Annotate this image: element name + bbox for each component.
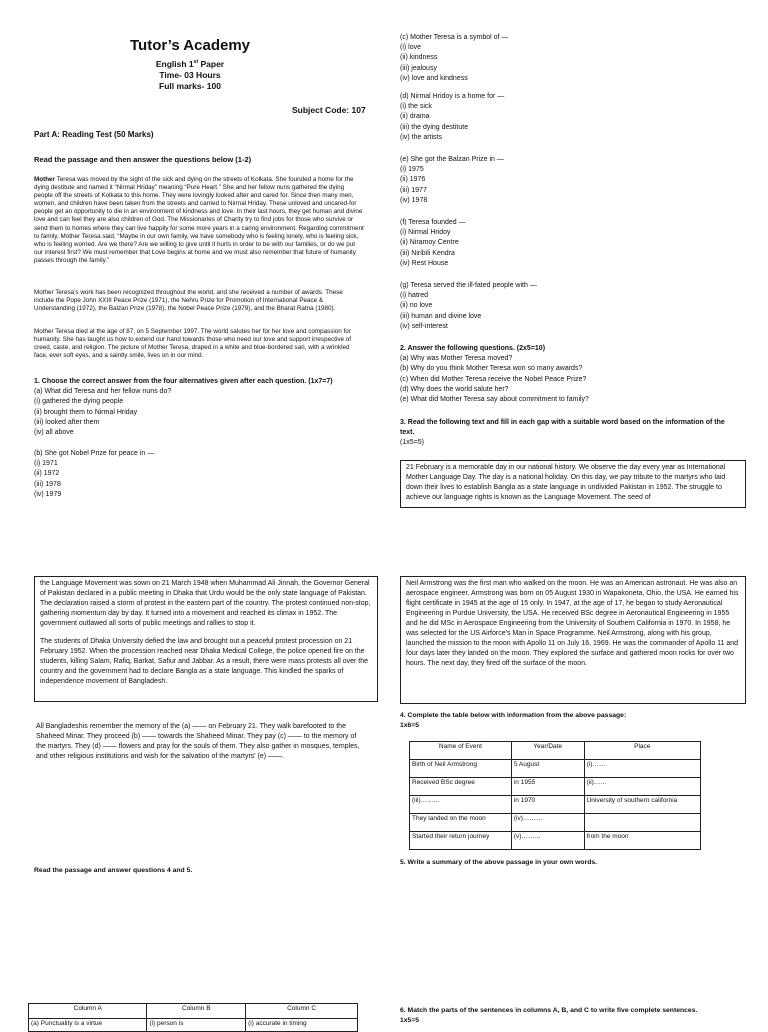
option: (iv) Rest House [400,259,449,267]
question-1c [400,33,730,84]
table-cell: (i) accurate in timing [246,1019,358,1032]
question-4-heading: 4. Complete the table below with information from the above passage: [400,712,627,719]
table-cell: (ii)…… [584,778,700,796]
question-1f [400,218,730,269]
option: (i) 1971 [34,460,58,468]
table-cell: (iv)……… [511,814,584,832]
question-4-marks: 1x6=5 [400,722,420,729]
read-passage-instruction: Read the passage and answer questions 4 and 5. [34,867,193,874]
option: (i) hatred [400,292,429,300]
question-1a-stem: (a) What did Teresa and her fellow nuns do? [34,388,172,396]
table-row [410,778,701,796]
question-3-marks: (1x5=5) [400,439,424,447]
language-movement-text-box: 21 February is a memorable day in our national history. We observe the day every year as International Mother Language Day. The day is a national holiday. On this day, we pay tribute to the martyrs who laid down their lives to establish Bangla as a state language in undivided Pakistan in 1952. The struggle to achieve our language rights is known as the Language Movement. The seed of [400,460,746,508]
option: (iv) 1979 [34,490,62,498]
question-1-heading: 1. Choose the correct answer from the four alternatives given after each question. (1x7=7) [34,378,333,385]
passage-paragraph-2: Mother Teresa’s work has been recognized throughout the world, and she received a number of awards. These include the Pope John XXIII Peace Prize (1971), the Nehru Prize for Promotion of International Peace & Understanding (1972), the Balzan Prize (1978), the Nobel Peace Prize (1979), and the Bharat Ratna (1980). [34,289,343,313]
question-1d [400,92,730,143]
table-cell: from the moon [584,832,700,850]
option: (ii) kindness [400,54,438,62]
table-cell: Received BSc degree [410,778,512,796]
option: (i) the sick [400,103,432,111]
table-row [410,796,701,814]
table-cell: in 1970 [511,796,584,814]
table-cell: 5 August [511,760,584,778]
column-header: Column B [147,1004,246,1019]
option: (iv) self-interest [400,322,448,330]
column-header: Column A [29,1004,147,1019]
table-cell: in 1955 [511,778,584,796]
question-1d-stem: (d) Nirmal Hridoy is a home for — [400,93,505,100]
table-cell: (a) Punctuality is a virtue [29,1019,147,1032]
question-5-heading: 5. Write a summary of the above passage in your own words. [400,859,598,866]
table-cell: (i) person is [147,1019,246,1032]
question-1 [34,377,379,438]
option: (ii) 1972 [34,470,60,478]
option: (i) gathered the dying people [34,398,124,406]
document-header [100,36,280,92]
table-cell: Birth of Neil Armstrong [410,760,512,778]
question-1g-stem: (g) Teresa served the ill-fated people with — [400,282,537,289]
full-marks: Full marks- 100 [159,80,221,91]
question-item: (e) What did Mother Teresa say about commitment to family? [400,396,589,404]
option: (iv) all above [34,429,74,437]
option: (iii) jealousy [400,64,437,72]
question-1b [34,449,334,500]
fill-in-the-gaps-text: All Bangladeshis remember the memory of the (a) —— on February 21. They walk barefooted to the Shaheed Minar. They proceed (b) —— towards the Shaheed Minar. They pay (c) —— to the memory of the martyrs. They (d) —— flowers and pray for the souls of them. They also gather in mosques, temples, and other religious institutions and wish for the salvation of the martyrs' (e) ——. [36,723,360,760]
option: (i) Nirmal Hridoy [400,229,451,237]
column-header: Year/Date [511,742,584,760]
table-cell: (v)……… [511,832,584,850]
option: (iii) Niribili Kendra [400,249,455,257]
option: (ii) no love [400,302,433,310]
table-cell: They landed on the moon [410,814,512,832]
option: (iii) the dying destitute [400,123,469,131]
question-1e [400,155,730,206]
table-row [29,1019,358,1032]
column-header: Column C [246,1004,358,1019]
question-1g [400,281,730,332]
question-1b-stem: (b) She got Nobel Prize for peace in — [34,450,155,457]
table-cell [584,814,700,832]
passage-paragraph-3: Mother Teresa died at the age of 87, on 5 September 1997. The world salutes her for her love and compassion for humanity. She has taught us how to extend our hand towards those who need our love and support irrespective of creed, caste, and religion. The picture of Mother Teresa, draped in a white and blue-bordered sari, with a wrinkled face, ever soft eyes, and a saintly smile, lives on in our mind. [34,328,352,360]
question-2 [400,344,750,405]
option: (iv) 1978 [400,196,428,204]
question-1c-stem: (c) Mother Teresa is a symbol of — [400,34,509,41]
question-3 [400,418,740,449]
question-6-heading: 6. Match the parts of the sentences in columns A, B, and C to write five complete sentences. [400,1007,698,1014]
question-6-marks: 1x5=5 [400,1017,420,1024]
table-cell: University of southern california [584,796,700,814]
language-movement-text-box-continued [34,576,378,702]
option: (iv) love and kindness [400,74,468,82]
question-item: (a) Why was Mother Teresa moved? [400,355,513,363]
armstrong-passage-box: Neil Armstrong was the first man who walked on the moon. He was an American astronaut. He was also an aerospace engineer. Armstrong was born on 05 August 1930 in Wapakoneta, Ohio, the USA. He earned his flight certificate in 1945 at the age of 15 only. In 1947, at the age of 17, he began to study Aeronautical Engineering in Purdue University, the USA. He received BSc degree in Aeronautical Engineering in 1955 and he did MSc in Aerospace Engineering from the University of Southern California in 1970. In 1958, he was selected for the US Airforce’s Man in Space Programme. Neil Armstrong, along with his group, launched the mission to the moon with Apollo 11 on July 16, 1969. He was the commander of Apollo 11 and four days later they landed on the moon. They explored the surface and gathered moon rocks for over two hours. The next day, they fired off the surface of the moon. [400,576,746,704]
text-paragraph: the Language Movement was sown on 21 March 1948 when Muhammad Ali Jinnah, the Governor General of Pakistan declared in a public meeting in Dhaka that Urdu would be the only state language of Pakistan. The declaration raised a storm of protest in the eastern part of the country. The protest continued non-stop, gathering momentum day by day. It turned into a movement and reached its climax in 1952. The government outlawed all sorts of public meetings and rallies to stop it. [40,580,371,627]
option: (i) 1975 [400,166,424,174]
table-row [410,760,701,778]
question-1e-stem: (e) She got the Balzan Prize in — [400,156,504,163]
option: (iii) 1977 [400,186,427,194]
table-header-row [29,1004,358,1019]
option: (ii) Niramoy Centre [400,239,459,247]
option: (ii) brought them to Nirmal Hriday [34,408,138,416]
table-row [410,832,701,850]
subject-code: Subject Code: 107 [292,105,366,115]
event-table [409,741,701,850]
reading-instruction: Read the passage and then answer the questions below (1-2) [34,155,252,164]
question-item: (b) Why do you think Mother Teresa won so many awards? [400,365,583,373]
exam-time: Time- 03 Hours [159,69,221,80]
table-cell: Started their return journey [410,832,512,850]
column-header: Name of Event [410,742,512,760]
question-1f-stem: (f) Teresa founded — [400,219,466,226]
question-item: (c) When did Mother Teresa receive the Nobel Peace Prize? [400,375,587,383]
question-2-heading: 2. Answer the following questions. (2x5=10) [400,345,546,352]
part-a-heading: Part A: Reading Test (50 Marks) [34,130,154,139]
column-header: Place [584,742,700,760]
option: (iv) the artists [400,133,443,141]
table-cell: (iii)……… [410,796,512,814]
option: (iii) human and divine love [400,312,482,320]
option: (iii) looked after them [34,418,100,426]
option: (ii) drama [400,113,430,121]
table-cell: (i)…… [584,760,700,778]
table-row [410,814,701,832]
option: (i) love [400,44,422,52]
passage-paragraph-1: Mother Teresa was moved by the sight of the sick and dying on the streets of Kolkata. She founded a home for the dying destitute and named it “Nirmal Hriday” meaning “Pure Heart.” She and her fellow nuns gathered the dying people off the streets of Kolkata to this home. They were lovingly looked after and cared for. Since then many men, women, and children have been taken from the streets and carried to Nirmal Hriday. These unloved and uncared-for people get an opportunity to die in an environment of kindness and love. In their last hours, they get human and divine love and can feel they are also children of God. The Missionaries of Charity try to find jobs for those who survive or send them to homes where they can live happily for some more years in a caring environment. Regarding commitment to family, Mother Teresa said, “Maybe in our own family, we have somebody who is feeling lonely, who is feeling sick, who is feeling worried. Are we there? Are we willing to give until it hurts in order to be with our families, or do we put our interest first? We must remember that Love begins at home and we must also remember that future of humanity passes through the family.” [34,176,364,264]
document-title: Tutor’s Academy [129,37,251,54]
question-item: (d) Why does the world salute her? [400,385,509,393]
option: (ii) 1976 [400,176,426,184]
paper-name: English 1st Paper [155,58,225,69]
matching-table [28,1003,358,1032]
text-paragraph: The students of Dhaka University defied the law and brought out a peaceful protest procession on 21 February 1952. When the procession reached near Dhaka Medical College, the police opened fire on the students, killing Salam, Rafiq, Barkat, Safiur and Jabbar. As a result, there were mass protests all over the country and the government had to declare Bangla as a state language. This kindled the sparks of independence movement of Bangladesh. [40,638,368,685]
option: (iii) 1978 [34,480,61,488]
table-header-row [410,742,701,760]
question-3-heading: 3. Read the following text and fill in each gap with a suitable word based on the information of the text. [400,419,725,437]
